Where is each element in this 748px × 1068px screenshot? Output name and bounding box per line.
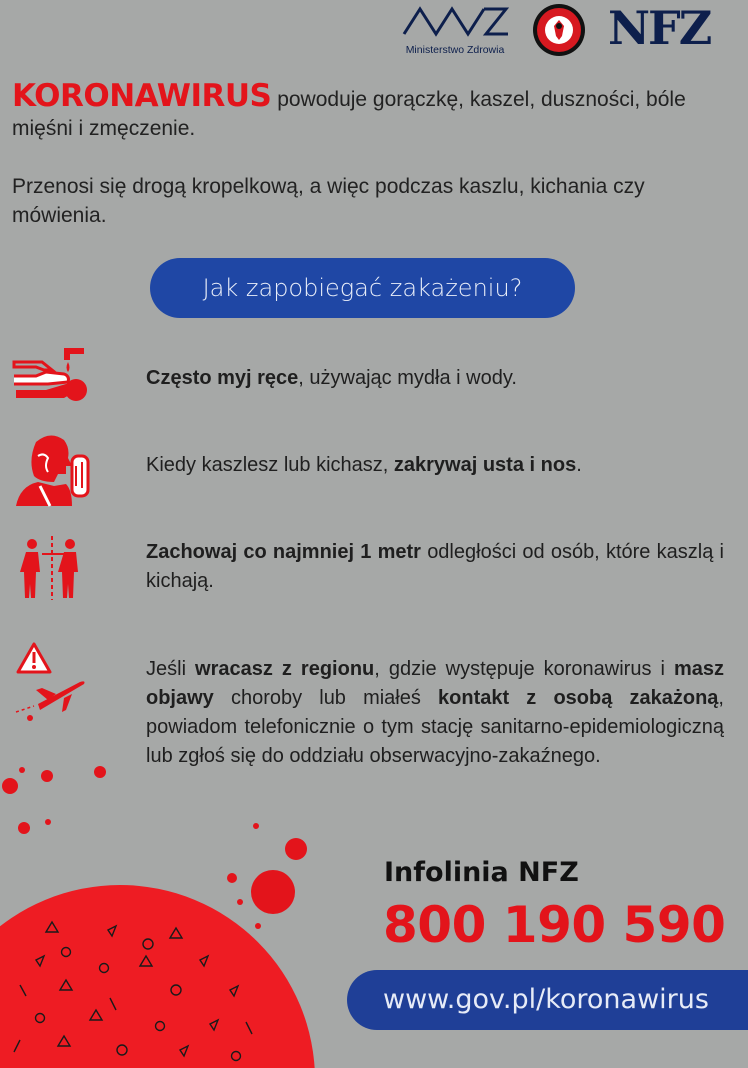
intro-text [12,78,727,230]
tip-cover-mouth [146,451,724,480]
website-link[interactable]: www.gov.pl/koronawirus [347,970,748,1030]
tip2-part2: . [576,454,582,476]
keyword-koronawirus: KORONAWIRUS [12,78,272,114]
tip4-part3: masz objawy [146,658,724,709]
nfz-logo: NFZ [608,1,711,55]
header-logos [0,0,748,70]
intro-paragraph-2: Przenosi się drogą kropelkową, a więc podczas kaszlu, kichania czy mówienia. [12,175,645,227]
cough-cover-icon [12,432,94,508]
section-heading: Jak zapobiegać zakażeniu? [150,258,575,318]
intro-paragraph-1 [12,78,727,143]
distance-icon [20,534,90,604]
sanitary-inspection-logo [531,2,587,58]
sanitary-inspection-icon [531,2,587,58]
intro-line1-rest: powoduje gorączkę, kaszel, duszności, bóle mięśni i zmęczenie. [12,88,686,140]
tip-hand-washing [146,364,724,393]
tip4-part1: wracasz z regionu [195,658,375,680]
tip4-part4: choroby lub miałeś [213,687,439,709]
ministry-logo [400,4,510,60]
tip-travel-contact [146,655,724,771]
tip3-part0: Zachowaj co najmniej 1 metr [146,541,421,563]
hand-washing-icon [12,342,92,402]
tip1-part1: , używając mydła i wody. [298,367,517,389]
hotline-number[interactable]: 800 190 590 [383,896,726,954]
hotline-label: Infolinia NFZ [384,857,579,888]
tip1-part0: Często myj ręce [146,367,299,389]
tip2-part1: zakrywaj usta i nos [393,454,577,476]
tip4-part0: Jeśli [146,658,196,680]
ministry-label: Ministerstwo Zdrowia [405,44,505,56]
tip2-part0: Kiedy kaszlesz lub kichasz, [146,454,394,476]
tip4-part6: , powiadom telefonicznie o tym stację sanitarno-epidemiologiczną lub zgłoś się do oddziału obserwacyjno-zakaźnego. [146,687,724,767]
ministry-logo-icon [400,4,510,44]
tip4-part5: kontakt z osobą zakażoną [438,687,719,709]
travel-warning-icon [12,640,92,726]
tip4-part2: , gdzie występuje koronawirus i [374,658,674,680]
tip3-part1: odległości od osób, które kaszlą i kichają. [146,541,724,592]
tip-keep-distance [146,538,724,596]
